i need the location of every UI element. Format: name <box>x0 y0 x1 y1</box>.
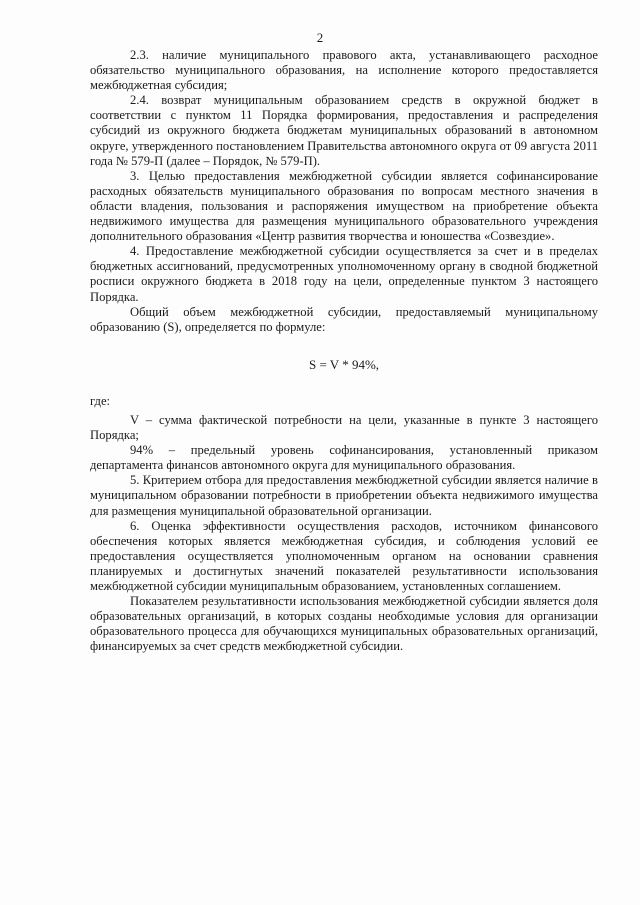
paragraph-3: 3. Целью предоставления межбюджетной субсидии является софинансирование расходных обязательств муниципального образования по вопросам местного значения в области владения, пользования и распоряжения имуществом на приобретение объекта недвижимого имущества для размещения муниципального образовательного учреждения дополнительного образования «Центр развития творчества и юношества «Созвездие». <box>90 168 598 244</box>
where-label: где: <box>90 393 111 408</box>
page-number: 2 <box>316 30 324 45</box>
definition-94-percent: 94% – предельный уровень софинансирования, установленный приказом департамента финансов автономного округа для муниципального образования. <box>90 443 598 473</box>
document-body <box>90 48 598 654</box>
paragraph-2-3: 2.3. наличие муниципального правового акта, устанавливающего расходное обязательство муниципального образования, на исполнение которого предоставляется межбюджетная субсидия; <box>90 48 598 93</box>
paragraph-6: 6. Оценка эффективности осуществления расходов, источником финансового обеспечения которых является межбюджетная субсидия, и соблюдения условий ее предоставления осуществляется уполномоченным органом на основании сравнения планируемых и достигнутых значений показателей результативности использования межбюджетной субсидии муниципальным образованием, установленных соглашением. <box>90 518 598 593</box>
definition-v: V – сумма фактической потребности на цели, указанные в пункте 3 настоящего Порядка; <box>90 412 598 443</box>
paragraph-performance-indicator: Показателем результативности использования межбюджетной субсидии является доля образовательных организаций, в которых созданы необходимые условия для организации образовательного процесса для обучающихся муниципальных образовательных организаций, финансируемых за счет средств межбюджетной субсидии. <box>90 594 598 654</box>
paragraph-2-4: 2.4. возврат муниципальным образованием средств в окружной бюджет в соответствии с пунктом 11 Порядка формирования, предоставления и распределения субсидий из окружного бюджета бюджетам муниципальных образований в автономном округе, утвержденного постановлением Правительства автономного округа от 09 августа 2011 года № 579-П (далее – Порядок, № 579-П). <box>90 93 598 168</box>
formula: S = V * 94%, <box>308 356 380 372</box>
paragraph-total-volume: Общий объем межбюджетной субсидии, предоставляемый муниципальному образованию (S), определяется по формуле: <box>90 304 598 334</box>
paragraph-5: 5. Критерием отбора для предоставления межбюджетной субсидии является наличие в муниципальном образовании потребности в приобретении объекта недвижимого имущества для размещения муниципальной образовательной организации. <box>90 473 598 518</box>
paragraph-4: 4. Предоставление межбюджетной субсидии осуществляется за счет и в пределах бюджетных ассигнований, предусмотренных уполномоченному органу в сводной бюджетной росписи окружного бюджета в 2018 году на цели, определенные пунктом 3 настоящего Порядка. <box>90 244 598 304</box>
